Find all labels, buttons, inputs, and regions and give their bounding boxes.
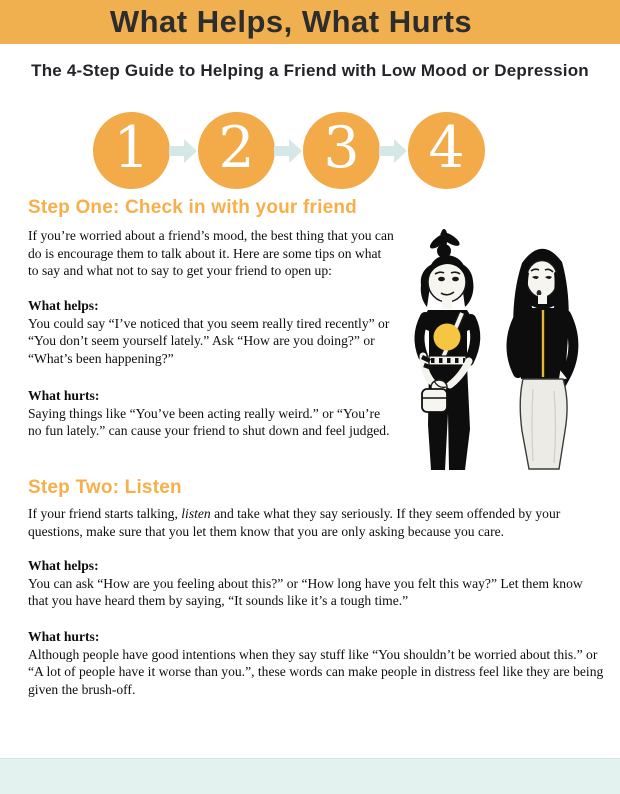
what-helps-label: What helps: [28, 298, 99, 313]
step-number-4: 4 [428, 115, 465, 181]
two-friends-illustration [392, 229, 620, 472]
step-two-intro-post: and take what they say seriously. If they seem offended by your questions, make sure that you let them know that you are only asking because you care. [28, 506, 561, 539]
what-helps-text: You could say “I’ve noticed that you seem really tired recently” or “You don’t seem yourself lately.” Ask “How are you doing?” or “What’s been happening?” [28, 315, 390, 366]
step-number-3: 3 [323, 115, 360, 181]
step-one-intro: If you’re worried about a friend’s mood, the best thing that you can do is encourage them to talk about it. Here are some tips on what to say and what not to say to get your friend to open up: [28, 228, 394, 278]
what-hurts-label: What hurts: [28, 388, 100, 403]
step-one-what-hurts [28, 387, 394, 440]
arrow-right-icon [379, 136, 409, 166]
title-banner [0, 0, 620, 44]
step-two-intro-pre: If your friend starts talking, [28, 506, 182, 521]
step-circle-2 [198, 112, 275, 189]
friend-right [511, 249, 573, 469]
step-two-intro [28, 505, 606, 540]
what-hurts-text: Saying things like “You’ve been acting really weird.” or “You’re no fun lately.” can cause your friend to shut down and feel judged. [28, 405, 390, 438]
arrow-right-icon [274, 136, 304, 166]
what-hurts-label: What hurts: [28, 629, 100, 644]
arrow-right-icon [169, 136, 199, 166]
step-two-intro-italic: listen [181, 506, 211, 521]
what-hurts-text: Although people have good intentions when they say stuff like “You shouldn’t be worried about this.” or “A lot of people have it worse than you.”, these words can make people in distress feel like they are being given the brush-off. [28, 646, 604, 697]
what-helps-text: You can ask “How are you feeling about this?” or “How long have you felt this way?” Let them know that you have heard them by saying, “It sounds like it’s a tough time.” [28, 575, 583, 608]
step-number-2: 2 [218, 115, 255, 181]
step-one-heading: Step One: Check in with your friend [28, 197, 357, 218]
page-title: What Helps, What Hurts [109, 4, 473, 39]
step-two-what-helps [28, 557, 606, 610]
footer-strip [0, 758, 620, 794]
step-circle-4 [408, 112, 485, 189]
step-two-heading: Step Two: Listen [28, 477, 182, 498]
step-two-what-hurts [28, 628, 606, 698]
step-one-what-helps [28, 297, 394, 367]
steps-graphic [93, 112, 485, 189]
step-number-1: 1 [113, 115, 150, 181]
what-helps-label: What helps: [28, 558, 99, 573]
step-circle-3 [303, 112, 380, 189]
step-circle-1 [93, 112, 170, 189]
friend-left [418, 229, 477, 470]
page-subtitle: The 4-Step Guide to Helping a Friend with Low Mood or Depression [31, 61, 589, 80]
